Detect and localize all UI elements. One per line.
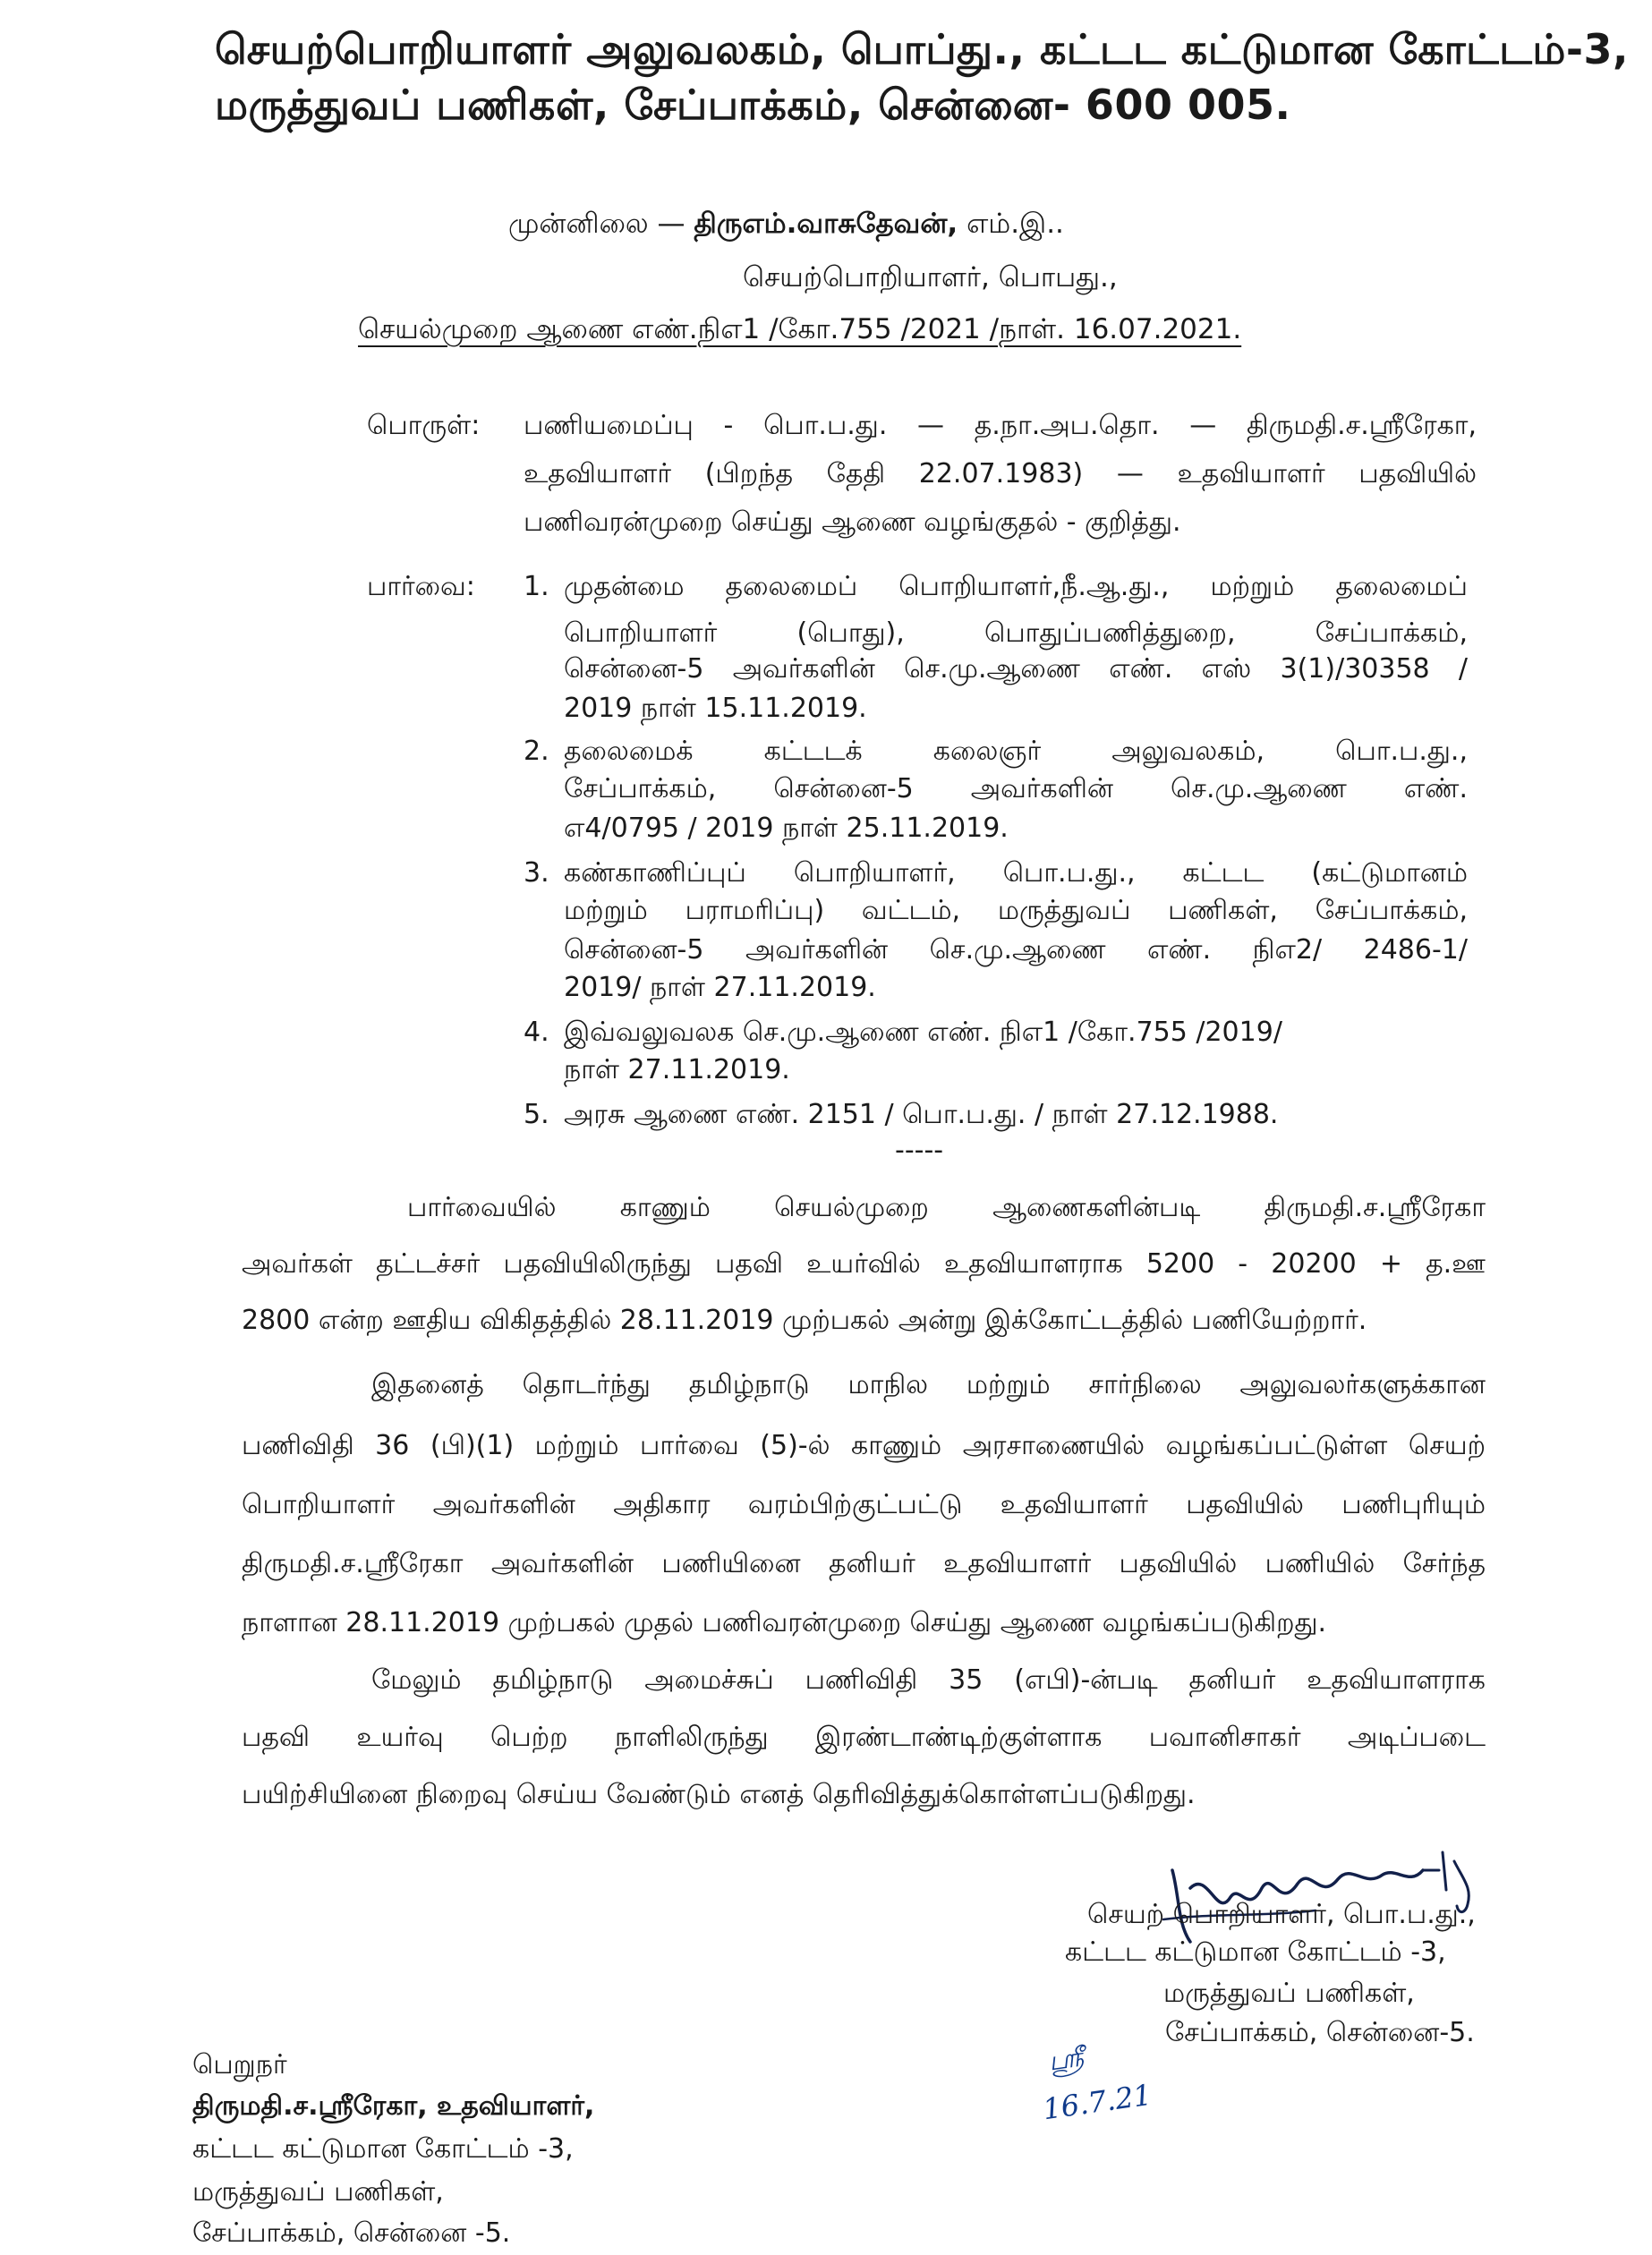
reference-number: 4. — [524, 1017, 549, 1048]
paragraph-line: இதனைத் தொடர்ந்து தமிழ்நாடு மாநில மற்றும் சார்நிலை அலுவலர்களுக்கான — [371, 1369, 1486, 1400]
reference-line: நாள் 27.11.2019. — [564, 1054, 790, 1085]
signatory-line: மருத்துவப் பணிகள், — [1163, 1978, 1415, 2009]
paragraph-line: பதவி உயர்வு பெற்ற நாளிலிருந்து இரண்டாண்டிற்குள்ளாக பவானிசாகர் அடிப்படை — [242, 1722, 1486, 1753]
reference-line: கண்காணிப்புப் பொறியாளர், பொ.ப.து., கட்டட (கட்டுமானம் — [564, 857, 1468, 889]
reference-line: முதன்மை தலைமைப் பொறியாளர்,நீ.ஆ.து., மற்றும் தலைமைப் — [564, 571, 1468, 602]
references-label: பார்வை: — [367, 571, 475, 602]
reference-number: 3. — [524, 857, 549, 889]
paragraph-line: பணிவிதி 36 (பி)(1) மற்றும் பார்வை (5)-ல் காணும் அரசாணையில் வழங்கப்பட்டுள்ள செயற் — [242, 1430, 1486, 1461]
subject-line: பணிவரன்முறை செய்து ஆணை வழங்குதல் - குறித்து. — [524, 506, 1181, 538]
reference-line: பொறியாளர் (பொது), பொதுப்பணித்துறை, சேப்பாக்கம், — [564, 617, 1468, 649]
paragraph-line: பயிற்சியினை நிறைவு செய்ய வேண்டும் எனத் தெரிவித்துக்கொள்ளப்படுகிறது. — [242, 1779, 1196, 1810]
paragraph-line: அவர்கள் தட்டச்சர் பதவியிலிருந்து பதவி உயர்வில் உதவியாளராக 5200 - 20200 + த.ஊ — [242, 1248, 1486, 1280]
reference-line: 2019 நாள் 15.11.2019. — [564, 693, 867, 724]
recipient-line: கட்டட கட்டுமான கோட்டம் -3, — [192, 2133, 574, 2165]
recipient-line: மருத்துவப் பணிகள், — [192, 2176, 444, 2208]
reference-line: தலைமைக் கட்டடக் கலைஞர் அலுவலகம், பொ.ப.து., — [564, 736, 1468, 767]
receipt-initials: ஸ்ரீ — [1046, 2041, 1086, 2078]
reference-number: 1. — [524, 571, 549, 602]
order-reference: செயல்முறை ஆணை எண்.நிஎ1 /கோ.755 /2021 /நாள். 16.07.2021. — [358, 313, 1242, 345]
recipient-name: திருமதி.ச.ஸ்ரீரேகா, உதவியாளர், — [192, 2090, 595, 2122]
reference-number: 5. — [524, 1099, 549, 1130]
separator: ----- — [895, 1135, 944, 1166]
reference-line: அரசு ஆணை எண். 2151 / பொ.ப.து. / நாள் 27.12.1988. — [564, 1099, 1279, 1130]
subject-label: பொருள்: — [367, 410, 481, 441]
recipient-label: பெறுநர் — [192, 2049, 287, 2081]
paragraph-line: திருமதி.ச.ஸ்ரீரேகா அவர்களின் பணியினை தனியர் உதவியாளர் பதவியில் பணியில் சேர்ந்த — [242, 1548, 1486, 1579]
signatory-line: சேப்பாக்கம், சென்னை-5. — [1165, 2017, 1475, 2048]
subject-line: உதவியாளர் (பிறந்த தேதி 22.07.1983) — உதவியாளர் பதவியில் — [524, 458, 1477, 489]
signatory-line: செயற் பொறியாளர், பொ.ப.து., — [1087, 1899, 1476, 1930]
reference-line: சென்னை-5 அவர்களின் செ.மு.ஆணை எண். நிஎ2/ 2486-1/ — [564, 934, 1468, 966]
presence-designation: செயற்பொறியாளர், பொபது., — [743, 261, 1118, 294]
receipt-date: 16.7.21 — [1040, 2077, 1154, 2127]
signatory-line: கட்டட கட்டுமான கோட்டம் -3, — [1065, 1936, 1446, 1968]
paragraph-line: பார்வையில் காணும் செயல்முறை ஆணைகளின்படி திருமதி.ச.ஸ்ரீரேகா — [407, 1192, 1486, 1223]
office-header-line2: மருத்துவப் பணிகள், சேப்பாக்கம், சென்னை- 600 005. — [215, 81, 1291, 129]
presence-prefix: முன்னிலை — — [508, 208, 685, 240]
subject-line: பணியமைப்பு - பொ.ப.து. — த.நா.அப.தொ. — திருமதி.ச.ஸ்ரீரேகா, — [524, 410, 1477, 441]
paragraph-line: 2800 என்ற ஊதிய விகிதத்தில் 28.11.2019 முற்பகல் அன்று இக்கோட்டத்தில் பணியேற்றார். — [242, 1305, 1367, 1336]
reference-line: சேப்பாக்கம், சென்னை-5 அவர்களின் செ.மு.ஆணை எண். — [564, 773, 1468, 804]
reference-line: 2019/ நாள் 27.11.2019. — [564, 972, 876, 1003]
presence-name: திருஎம்.வாசுதேவன், — [694, 208, 958, 240]
office-header-line1: செயற்பொறியாளர் அலுவலகம், பொப்து., கட்டட கட்டுமான கோட்டம்-3, — [215, 25, 1629, 73]
paragraph-line: மேலும் தமிழ்நாடு அமைச்சுப் பணிவிதி 35 (எபி)-ன்படி தனியர் உதவியாளராக — [371, 1664, 1486, 1696]
reference-line: இவ்வலுவலக செ.மு.ஆணை எண். நிஎ1 /கோ.755 /2019/ — [564, 1017, 1282, 1048]
presence-degree: எம்.இ.. — [967, 208, 1064, 240]
reference-number: 2. — [524, 736, 549, 767]
reference-line: சென்னை-5 அவர்களின் செ.மு.ஆணை எண். எஸ் 3(1)/30358 / — [564, 653, 1468, 685]
reference-line: மற்றும் பராமரிப்பு) வட்டம், மருத்துவப் பணிகள், சேப்பாக்கம், — [564, 895, 1468, 926]
paragraph-line: பொறியாளர் அவர்களின் அதிகார வரம்பிற்குட்பட்டு உதவியாளர் பதவியில் பணிபுரியும் — [242, 1489, 1486, 1520]
presence-line — [508, 208, 1064, 243]
recipient-line: சேப்பாக்கம், சென்னை -5. — [192, 2217, 511, 2249]
paragraph-line: நாளான 28.11.2019 முற்பகல் முதல் பணிவரன்முறை செய்து ஆணை வழங்கப்படுகிறது. — [242, 1607, 1327, 1638]
reference-line: எ4/0795 / 2019 நாள் 25.11.2019. — [564, 813, 1009, 844]
